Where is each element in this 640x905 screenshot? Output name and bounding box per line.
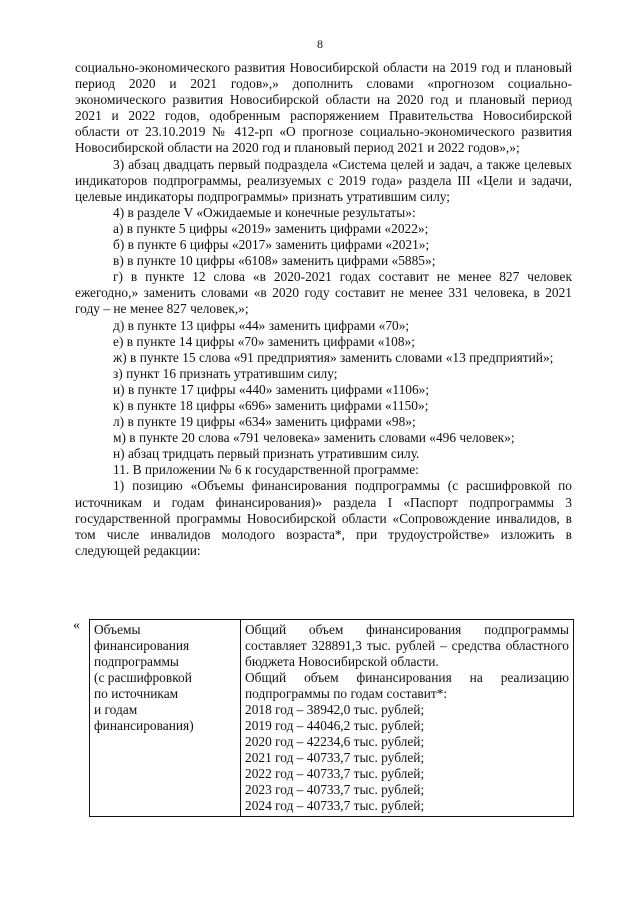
year-amount: 2019 год – 44046,2 тыс. рублей; (245, 718, 425, 733)
document-body (75, 60, 572, 559)
label-line: по источникам (94, 686, 179, 701)
list-item: г) в пункте 12 слова «в 2020-2021 годах составит не менее 827 человек ежегодно,» заменить словами «в 2020 году составит не менее 331 человека, в 2021 году – не менее 827 человек,»; (75, 269, 572, 317)
financing-label-cell (90, 620, 241, 817)
table-row (90, 620, 574, 817)
total-financing-text: Общий объем финансирования подпрограммы составляет 328891,3 тыс. рублей – средства областного бюджета Новосибирской области. (245, 622, 569, 669)
paragraph: 1) позицию «Объемы финансирования подпрограммы (с расшифровкой по источникам и годам финансирования)» раздела I «Паспорт подпрограммы 3 государственной программы Новосибирской области «Сопровождение инвалидов, в том числе инвалидов молодого возраста*, при трудоустройстве» изложить в следующей редакции: (75, 478, 572, 558)
year-amount: 2022 год – 40733,7 тыс. рублей; (245, 766, 425, 781)
label-line: и годам (94, 702, 138, 717)
year-amount: 2023 год – 40733,7 тыс. рублей; (245, 782, 425, 797)
list-item: м) в пункте 20 слова «791 человека» заменить словами «496 человек»; (113, 430, 515, 446)
year-amount: 2024 год – 40733,7 тыс. рублей; (245, 798, 425, 813)
label-line: Объемы (94, 622, 141, 637)
label-line: подпрограммы (94, 654, 179, 669)
year-amount: 2020 год – 42234,6 тыс. рублей; (245, 734, 425, 749)
section-heading: 11. В приложении № 6 к государственной программе: (113, 462, 419, 478)
year-amount: 2021 год – 40733,7 тыс. рублей; (245, 750, 425, 765)
list-item: з) пункт 16 признать утратившим силу; (113, 365, 338, 381)
list-item: 4) в разделе V «Ожидаемые и конечные результаты»: (113, 204, 416, 220)
label-line: финансирования) (94, 718, 194, 733)
label-line: финансирования (94, 638, 190, 653)
list-item: л) в пункте 19 цифры «634» заменить цифрами «98»; (113, 414, 416, 430)
list-item: а) в пункте 5 цифры «2019» заменить цифрами «2022»; (113, 220, 429, 236)
list-item: ж) в пункте 15 слова «91 предприятия» заменить словами «13 предприятий»; (113, 349, 554, 365)
label-line: (с расшифровкой (94, 670, 192, 685)
paragraph: социально-экономического развития Новосибирской области на 2019 год и плановый период 2020 и 2021 годов»,» дополнить словами «прогнозом социально-экономического развития Новосибирской области на 2020 год и плановый период 2021 и 2022 годов, одобренным распоряжением Правительства Новосибирской области от 23.10.2019 № 412-рп «О прогнозе социально-экономического развития Новосибирской области на 2020 год и плановый период 2021 и 2022 годов»,»; (75, 60, 572, 156)
by-year-intro: Общий объем финансирования на реализацию подпрограммы по годам составит*: (245, 670, 569, 701)
financing-value-cell (241, 620, 574, 817)
year-amount: 2018 год – 38942,0 тыс. рублей; (245, 702, 425, 717)
list-item: е) в пункте 14 цифры «70» заменить цифрами «108»; (113, 333, 415, 349)
list-item: и) в пункте 17 цифры «440» заменить цифрами «1106»; (113, 381, 430, 397)
list-item: д) в пункте 13 цифры «44» заменить цифрами «70»; (113, 317, 410, 333)
financing-table (89, 619, 574, 817)
opening-quote-mark: « (73, 618, 80, 633)
paragraph: 3) абзац двадцать первый подраздела «Система целей и задач, а также целевых индикаторов подпрограммы, реализуемых с 2019 года» раздела III «Цели и задачи, целевые индикаторы подпрограммы» признать утратившим силу; (75, 156, 572, 204)
list-item: н) абзац тридцать первый признать утратившим силу. (113, 446, 420, 462)
list-item: б) в пункте 6 цифры «2017» заменить цифрами «2021»; (113, 237, 430, 253)
list-item: в) в пункте 10 цифры «6108» заменить цифрами «5885»; (113, 253, 436, 269)
list-item: к) в пункте 18 цифры «696» заменить цифрами «1150»; (113, 397, 429, 413)
page-number: 8 (317, 37, 323, 51)
